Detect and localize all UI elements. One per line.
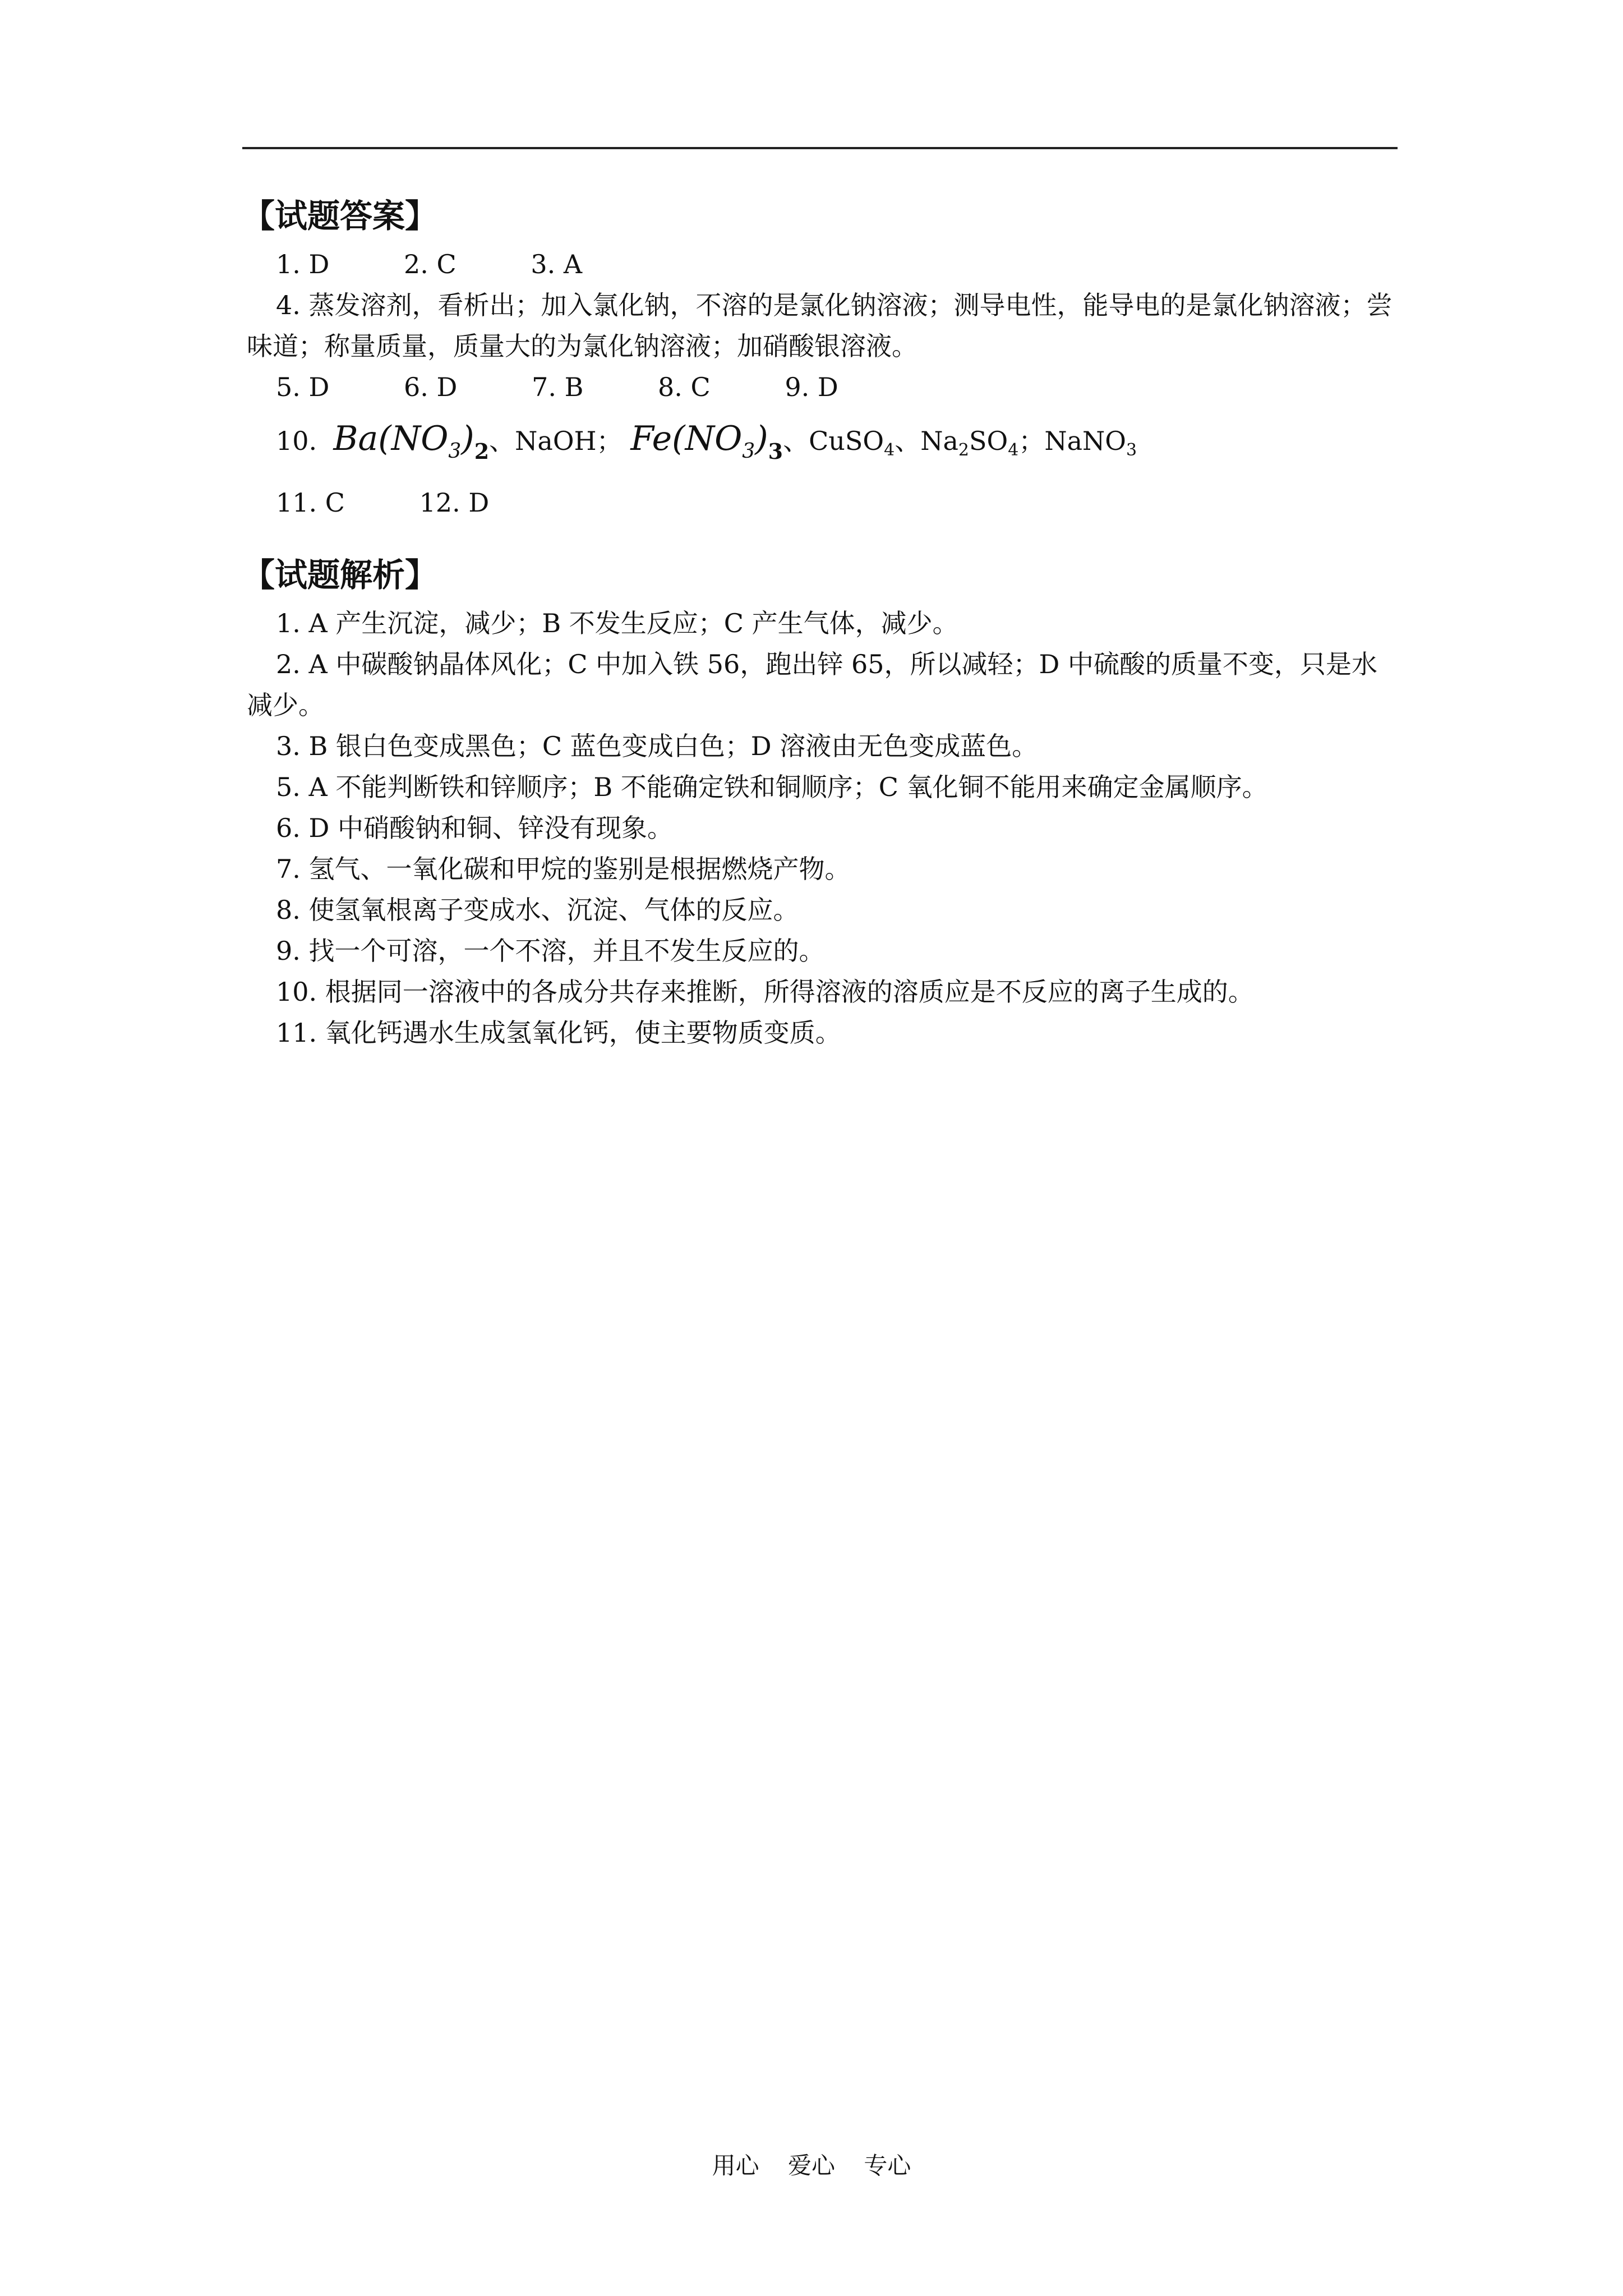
formula-text: Fe: [630, 419, 672, 458]
item-number: 10.: [276, 426, 317, 456]
formula-subscript: 4: [884, 440, 895, 460]
analysis-item: 2. A 中碳酸钠晶体风化；C 中加入铁 56，跑出锌 65，所以减轻；D 中硫酸的质量不变，只是水减少。: [247, 649, 1377, 720]
answer-item: 11. C: [276, 487, 345, 518]
answer-text: 、Na: [895, 426, 958, 456]
analysis-item: 11. 氧化钙遇水生成氢氧化钙，使主要物质变质。: [276, 1018, 841, 1048]
answer-text: ；NaNO: [1018, 426, 1126, 456]
answers-row-1: [247, 244, 1402, 285]
analysis-item: 1. A 产生沉淀，减少；B 不发生反应；C 产生气体，减少。: [276, 608, 958, 638]
answer-item: 2. C: [404, 249, 457, 279]
formula-text: ): [755, 419, 768, 458]
analysis-item: 5. A 不能判断铁和锌顺序；B 不能确定铁和铜顺序；C 氧化铜不能用来确定金属顺序。: [276, 772, 1268, 802]
answer-item: 5. D: [276, 372, 330, 402]
answer-item: 3. A: [531, 249, 583, 279]
formula-text: Ba: [333, 419, 379, 458]
analysis-item: 9. 找一个可溶，一个不溶，并且不发生反应的。: [276, 936, 825, 966]
analysis-item: 8. 使氢氧根离子变成水、沉淀、气体的反应。: [276, 895, 799, 925]
answer-text: 、NaOH；: [489, 426, 623, 456]
formula-text: (NO: [672, 419, 743, 458]
analysis-item: 6. D 中硝酸钠和铜、锌没有现象。: [276, 813, 674, 843]
answer-item: 9. D: [785, 372, 838, 402]
formula-subscript: 3: [768, 439, 783, 464]
analysis-item: 10. 根据同一溶液中的各成分共存来推断，所得溶液的溶质应是不反应的离子生成的。: [276, 977, 1254, 1007]
page-footer: 用心 爱心 专心: [712, 2152, 911, 2179]
answer-item: 7. B: [532, 372, 584, 402]
formula-subscript: 2: [474, 439, 490, 464]
answers-row-3: [247, 482, 1402, 523]
formula-subscript: 3: [448, 440, 462, 463]
answer-item-4: 4. 蒸发溶剂，看析出；加入氯化钠，不溶的是氯化钠溶液；测导电性，能导电的是氯化钠溶液；尝味道；称量质量，质量大的为氯化钠溶液；加硝酸银溶液。: [247, 290, 1393, 361]
formula-subscript: 2: [958, 440, 969, 460]
analysis-heading: 【试题解析】: [242, 556, 438, 594]
analysis-item: 3. B 银白色变成黑色；C 蓝色变成白色；D 溶液由无色变成蓝色。: [276, 731, 1038, 761]
answer-item: 8. C: [658, 372, 711, 402]
answers-heading: 【试题答案】: [242, 197, 438, 235]
formula-barium-nitrate: [333, 419, 490, 464]
answers-row-2: [247, 367, 1402, 408]
answer-item-10: [247, 408, 1402, 482]
formula-subscript: 3: [1126, 440, 1137, 460]
answer-item: 6. D: [404, 372, 458, 402]
document-body: [242, 194, 1402, 1053]
answer-text: SO: [969, 426, 1008, 456]
formula-subscript: 4: [1008, 440, 1019, 460]
analysis-item: 7. 氢气、一氧化碳和甲烷的鉴别是根据燃烧产物。: [276, 854, 851, 884]
formula-text: ): [461, 419, 474, 458]
answer-item: 12. D: [419, 487, 490, 518]
header-rule: [242, 147, 1398, 149]
formula-subscript: 3: [742, 440, 755, 463]
formula-text: (NO: [378, 419, 449, 458]
answer-item: 1. D: [276, 249, 330, 279]
formula-iron-nitrate: [630, 419, 783, 464]
answer-text: 、CuSO: [783, 426, 884, 456]
